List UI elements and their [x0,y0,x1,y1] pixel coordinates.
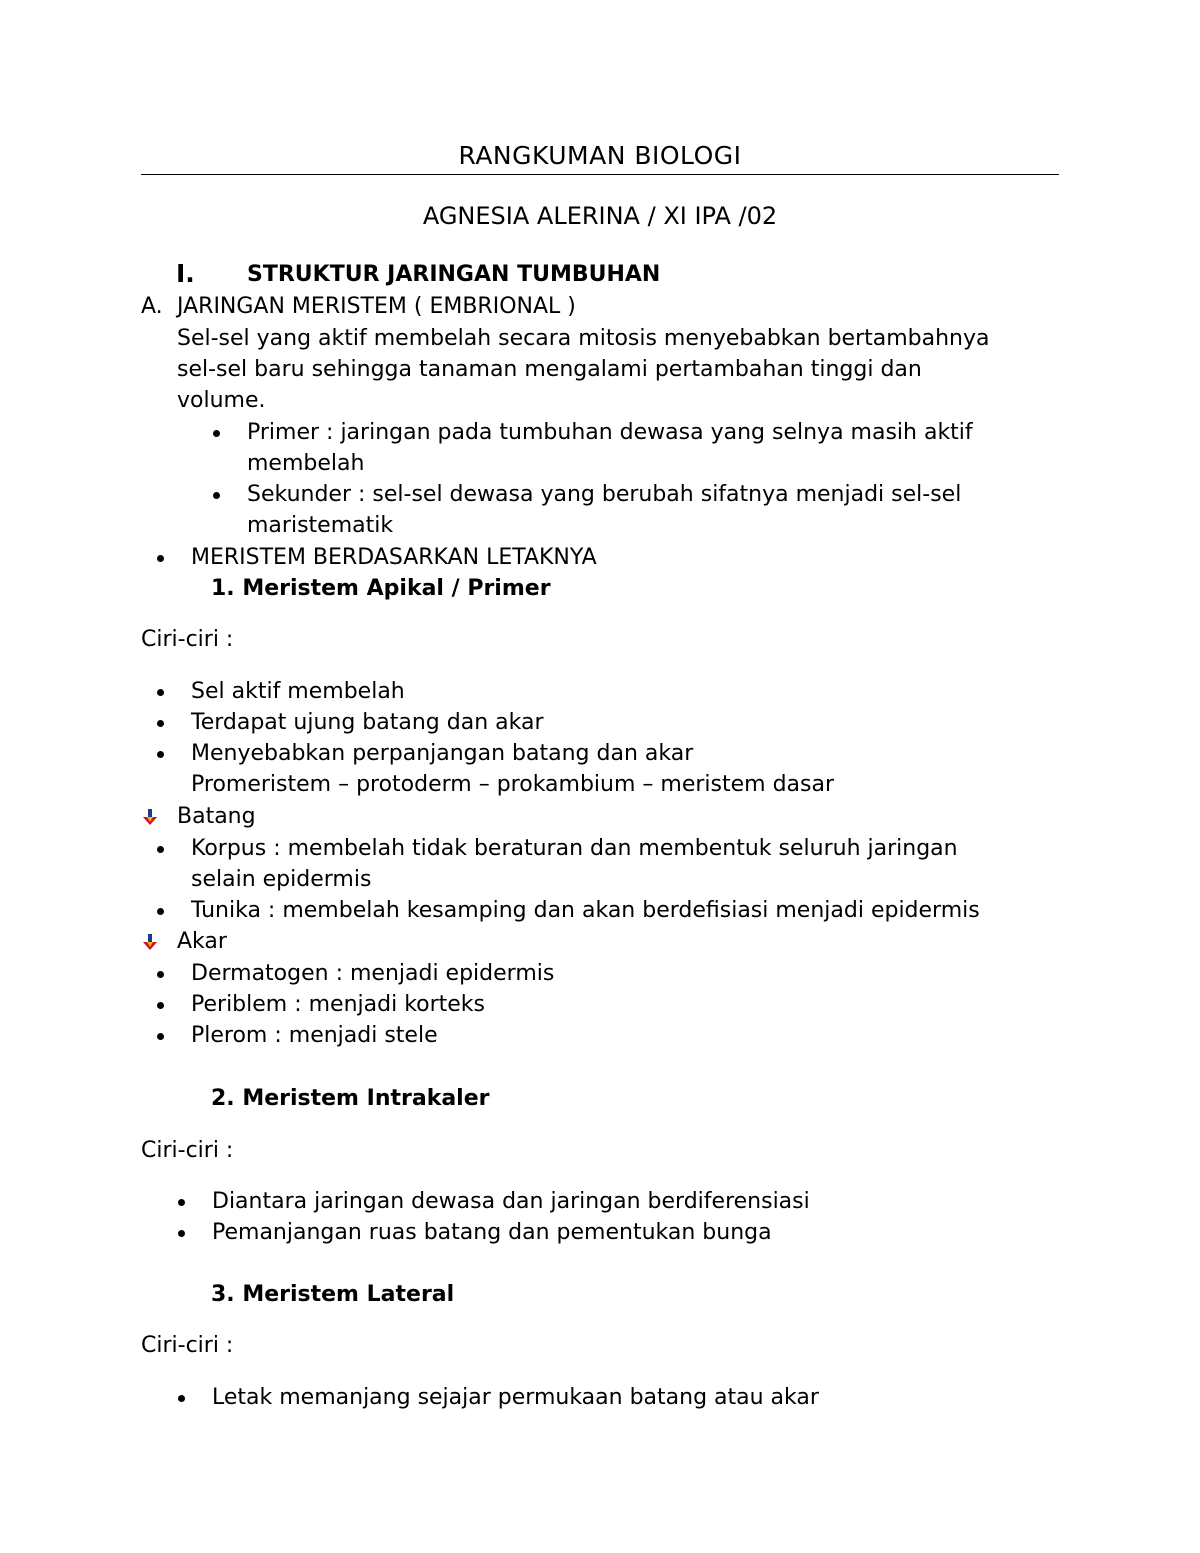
bullet-icon [157,1002,164,1009]
bullet-icon [157,846,164,853]
subheading-lateral: 3. Meristem Lateral [211,1282,455,1307]
bullet-icon [157,555,164,562]
subheading-intrakaler: 2. Meristem Intrakaler [211,1086,490,1111]
list-item: Tunika : membelah kesamping dan akan berdefisiasi menjadi epidermis [191,898,980,923]
subsection-heading: JARINGAN MERISTEM ( EMBRIONAL ) [177,294,576,319]
list-item-continued: selain epidermis [191,867,372,892]
list-item: Sel aktif membelah [191,679,405,704]
bullet-icon [157,1033,164,1040]
group-label-batang: Batang [177,804,256,829]
list-item: MERISTEM BERDASARKAN LETAKNYA [191,545,597,570]
section-numeral: I. [176,259,195,288]
bullet-icon [157,751,164,758]
list-item: Periblem : menjadi korteks [191,992,486,1017]
list-item: Diantara jaringan dewasa dan jaringan berdiferensiasi [212,1189,810,1214]
paragraph-line: volume. [177,388,266,413]
bullet-icon [213,492,220,499]
group-label-akar: Akar [177,929,227,954]
ciri-label: Ciri-ciri : [141,1138,234,1163]
list-item: Menyebabkan perpanjangan batang dan akar [191,741,694,766]
bullet-icon [178,1230,185,1237]
sequence-line: Promeristem – protoderm – prokambium – meristem dasar [191,772,835,797]
subsection-letter: A. [141,294,163,319]
document-title: RANGKUMAN BIOLOGI [458,141,742,170]
title-underline [141,174,1059,175]
list-item: Letak memanjang sejajar permukaan batang atau akar [212,1385,819,1410]
bullet-icon [178,1395,185,1402]
author-line: AGNESIA ALERINA / XI IPA /02 [422,202,778,230]
bullet-icon [178,1199,185,1206]
bullet-icon [157,908,164,915]
ciri-label: Ciri-ciri : [141,627,234,652]
subheading-apikal: 1. Meristem Apikal / Primer [211,576,551,601]
bullet-icon [157,971,164,978]
bullet-icon [157,689,164,696]
list-item: Terdapat ujung batang dan akar [191,710,544,735]
list-item: Pemanjangan ruas batang dan pementukan bunga [212,1220,772,1245]
list-item: Plerom : menjadi stele [191,1023,438,1048]
list-item: Korpus : membelah tidak beraturan dan membentuk seluruh jaringan [191,836,958,861]
section-heading: STRUKTUR JARINGAN TUMBUHAN [247,262,661,287]
down-arrow-bullet-icon [141,808,159,826]
list-item-continued: membelah [247,451,365,476]
paragraph-line: Sel-sel yang aktif membelah secara mitosis menyebabkan bertambahnya [177,326,990,351]
bullet-icon [157,720,164,727]
down-arrow-bullet-icon [141,933,159,951]
list-item-continued: maristematik [247,513,394,538]
ciri-label: Ciri-ciri : [141,1333,234,1358]
list-item: Dermatogen : menjadi epidermis [191,961,555,986]
bullet-icon [213,430,220,437]
paragraph-line: sel-sel baru sehingga tanaman mengalami pertambahan tinggi dan [177,357,922,382]
list-item: Primer : jaringan pada tumbuhan dewasa yang selnya masih aktif [247,420,973,445]
list-item: Sekunder : sel-sel dewasa yang berubah sifatnya menjadi sel-sel [247,482,962,507]
